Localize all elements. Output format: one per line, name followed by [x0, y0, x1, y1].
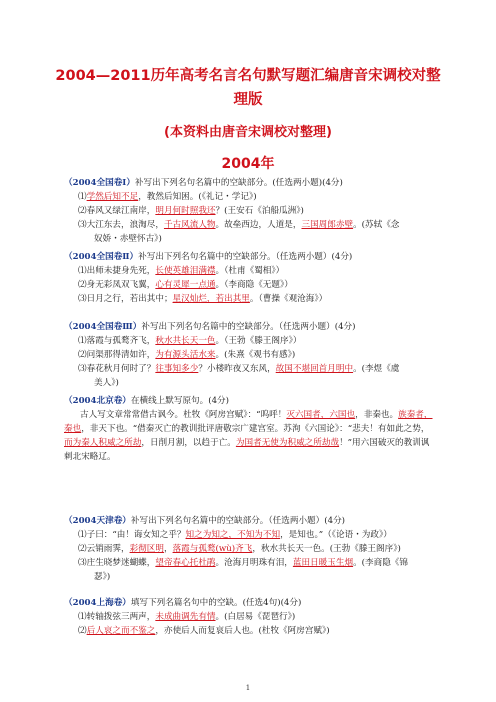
- question-2: ⑵后人哀之而不鉴之，亦使后人而复哀后人也。(杜牧《阿房宫赋》): [78, 626, 330, 636]
- section-header: （2004全国卷Ⅲ）补写出下列名句名篇中的空缺部分。（任选两小题）(4分): [64, 322, 356, 332]
- section-header: （2004天津卷）补写出下列名句名篇中的空缺部分。（任选两小题）(4分): [64, 516, 346, 526]
- question-3: ⑶日月之行，若出其中；星汉灿烂，若出其里。（曹操《观沧海》）: [78, 294, 328, 304]
- section-2004-national-1: [64, 176, 436, 246]
- year-heading: 2004年: [221, 156, 275, 172]
- section-2004-shanghai: [64, 596, 436, 638]
- question-3-cont: 奴娇・赤壁怀古》): [94, 234, 162, 244]
- question-1: ⑴出师未捷身先死，长使英雄泪满襟。（杜甫《蜀相》）: [78, 266, 285, 276]
- section-header: （2004全国卷Ⅱ）补写出下列名句名篇中的空缺部分。（任选两小题）(4分): [64, 252, 353, 262]
- question-2: ⑵春风又绿江南岸，明月何时照我还？(王安石《泊船瓜洲》): [78, 206, 304, 216]
- question-3-cont: 美人》): [94, 378, 119, 388]
- section-header: （2004北京卷）在横线上默写原句。(4分): [64, 396, 230, 406]
- section-2004-beijing: [64, 394, 436, 464]
- section-header: （2004全国卷Ⅰ）补写出下列名句名篇中的空缺部分。(任选两小题)(4分): [64, 178, 343, 188]
- question-1: ⑴子曰：“由！诲女知之乎？知之为知之，不知为不知，是知也。”（《论语・为政》）: [78, 530, 392, 540]
- section-2004-tianjin: [64, 514, 436, 584]
- question-3: ⑶大江东去，浪淘尽，千古风流人物。故垒西边，人道是，三国周郎赤壁。(苏轼《念: [78, 220, 400, 230]
- question-3-cont: 瑟》): [94, 572, 111, 582]
- question-1: ⑴学然后知不足，教然后知困。(《礼记・学记》): [78, 192, 257, 202]
- question-2: ⑵问渠那得清如许，为有源头活水来。(朱熹《观书有感》): [78, 350, 296, 360]
- question-1: ⑴转轴拨弦三两声，未成曲调先有情。(白居易《琵琶行》): [78, 612, 296, 622]
- question-3: ⑶庄生晓梦迷蝴蝶，望帝春心托杜鹃。沧海月明珠有泪，蓝田日暖玉生烟。(李商隐《锦: [78, 558, 408, 568]
- question-2: ⑵云销雨霁，彩彻区明，落霞与孤鹜(wù)齐飞，秋水共长天一色。(王勃《滕王阁序》): [78, 544, 401, 554]
- document-title-line1: 2004—2011历年高考名言名句默写题汇编唐音宋调校对整: [55, 68, 441, 84]
- section-2004-national-2: [64, 250, 436, 306]
- question-1: ⑴落霞与孤鹜齐飞，秋水共长天一色。（王勃《滕王阁序》）: [78, 336, 302, 346]
- document-title-line2: 理版: [233, 92, 263, 108]
- section-header: （2004上海卷）填写下列名篇名句中的空缺。(任选4句)(4分): [64, 598, 302, 608]
- question-3: ⑶春花秋月何时了？往事知多少？小楼昨夜又东风，故国不堪回首月明中。(李煜《虞: [78, 364, 400, 374]
- question-2: ⑵身无彩凤双飞翼，心有灵犀一点通。（李商隐《无题》）: [78, 280, 293, 290]
- document-subtitle: (本资料由唐音宋调校对整理): [164, 125, 332, 140]
- section-2004-national-3: [64, 320, 436, 390]
- page-number: 1: [245, 684, 251, 692]
- passage: 古人写文章常常借古讽今。杜牧《阿房宫赋》：“呜呼！灭六国者，六国也，非秦也。族秦者，秦也，非天下也。“借秦灭亡的教训批评唐敬宗广建宫室。苏洵《六国论》：“悲夫！有如此之势，而为秦人积威之所劫，日削月割，以趋于亡。为国者无使为积威之所劫哉！”用六国破灭的教训讽刺北宋略辽。: [64, 410, 433, 462]
